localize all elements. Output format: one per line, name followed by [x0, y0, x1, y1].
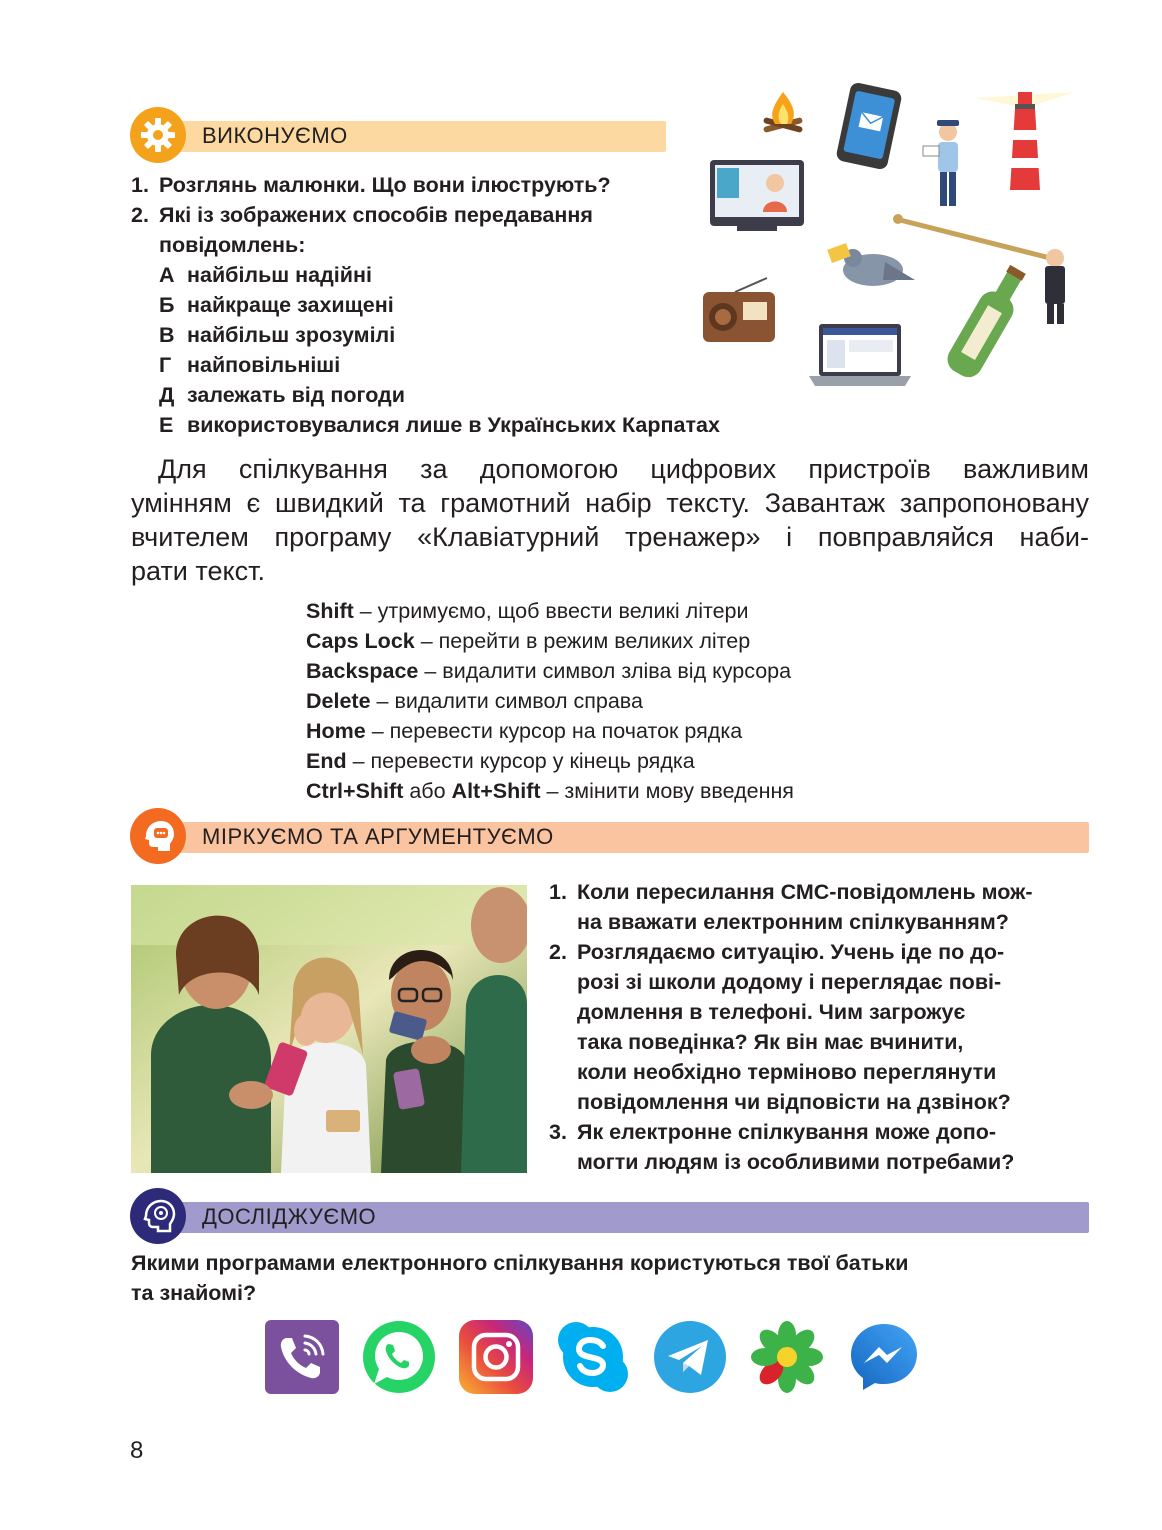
key-connector: або	[403, 779, 452, 803]
question-2-cont: розі зі школи додому і переглядає пові-	[577, 970, 1002, 994]
question-2-cont: така поведінка? Як він має вчинити,	[577, 1030, 964, 1054]
doing-questions	[131, 170, 720, 440]
keyboard-shortcuts-list	[306, 596, 794, 806]
research-question-line: та знайомі?	[131, 1281, 257, 1305]
smartphone-icon	[835, 81, 902, 170]
key-name: Caps Lock	[306, 629, 415, 653]
question-text: Учень іде по до-	[824, 940, 1005, 964]
key-description: – видалити символ зліва від курсора	[418, 659, 792, 683]
video-call-monitor-icon	[710, 160, 804, 231]
icq-flower-icon	[750, 1320, 824, 1394]
option-letter: Е	[159, 413, 174, 437]
section-header-reasoning	[130, 808, 1090, 864]
paragraph-line: вчителем програму «Клавіатурний тренажер» і повправляйся наби-	[131, 522, 1089, 552]
option-letter: Д	[159, 383, 175, 407]
kids-with-phones-photo	[131, 885, 527, 1173]
radio-icon	[703, 278, 775, 342]
shortcut-row	[306, 656, 794, 686]
paragraph-line: умінням є швидкий та грамотний набір тексту. Завантаж запропоновану	[131, 488, 1089, 518]
option-h	[131, 350, 720, 380]
option-v	[131, 320, 720, 350]
key-description: – утримуємо, щоб ввести великі літери	[353, 599, 749, 623]
question-2	[131, 200, 720, 230]
research-question-line: Якими програмами електронного спілкування користуються твої батьки	[131, 1251, 909, 1275]
shortcut-row	[306, 686, 794, 716]
question-text: Як електронне спілкування може допо-	[577, 1120, 997, 1144]
question-2-cont: повідомлення чи відповісти на дзвінок?	[577, 1090, 1011, 1114]
key-name: Alt+Shift	[451, 779, 541, 803]
question-number: 2.	[131, 203, 149, 227]
question-number: 1.	[131, 173, 149, 197]
laptop-icon	[809, 324, 911, 386]
option-letter: Г	[159, 353, 172, 377]
communication-illustration	[695, 80, 1095, 390]
typing-paragraph	[131, 452, 1089, 588]
key-name: End	[306, 749, 347, 773]
question-text: Коли пересилання СМС-повідомлень мож-	[577, 880, 1033, 904]
option-text: використовувалися лише в Українських Карпатах	[187, 413, 720, 437]
key-description: – перевести курсор у кінець рядка	[346, 749, 695, 773]
key-name: Delete	[306, 689, 371, 713]
question-1	[131, 170, 720, 200]
section-title: ДОСЛІДЖУЄМО	[202, 1204, 377, 1229]
option-text: найкраще захищені	[187, 293, 394, 317]
option-text: найбільш надійні	[187, 263, 372, 287]
shortcut-row	[306, 626, 794, 656]
shortcut-row	[306, 746, 794, 776]
key-description: – видалити символ справа	[370, 689, 643, 713]
reasoning-questions	[549, 877, 1033, 1177]
question-1	[549, 877, 1033, 907]
question-text: Розглянь малюнки. Що вони ілюструють?	[159, 173, 611, 197]
option-b	[131, 290, 720, 320]
option-text: залежать від погоди	[187, 383, 405, 407]
question-emphasis: Розглядаємо ситуацію.	[577, 940, 825, 964]
postman-icon	[923, 120, 959, 206]
question-3	[549, 1117, 1033, 1147]
message-bottle-icon	[942, 260, 1033, 382]
key-description: – перейти в режим великих літер	[414, 629, 751, 653]
section-header-research	[130, 1188, 1090, 1244]
messenger-icon	[847, 1320, 921, 1394]
option-letter: В	[159, 323, 175, 347]
question-number: 1.	[549, 880, 567, 904]
brain-head-icon	[130, 1188, 186, 1244]
campfire-icon	[763, 92, 803, 133]
key-name: Home	[306, 719, 366, 743]
key-name: Ctrl+Shift	[306, 779, 404, 803]
shortcut-row	[306, 716, 794, 746]
option-letter: Б	[159, 293, 175, 317]
skype-icon	[556, 1320, 630, 1394]
whatsapp-icon	[362, 1320, 436, 1394]
shortcut-row	[306, 776, 794, 806]
viber-icon	[265, 1320, 339, 1394]
question-1-cont: на вважати електронним спілкуванням?	[577, 910, 1009, 934]
key-name: Shift	[306, 599, 354, 623]
question-text: Які із зображених способів передавання	[159, 203, 593, 227]
key-description: – змінити мову введення	[540, 779, 794, 803]
lighthouse-icon	[975, 92, 1075, 190]
question-2-cont: коли необхідно терміново переглянути	[577, 1060, 997, 1084]
question-2	[549, 937, 1033, 967]
research-question	[131, 1248, 908, 1308]
section-title: ВИКОНУЄМО	[202, 123, 348, 148]
option-text: найповільніші	[187, 353, 341, 377]
thinking-head-icon	[130, 808, 186, 864]
question-2-cont: повідомлень:	[159, 233, 306, 257]
section-title: МІРКУЄМО ТА АРГУМЕНТУЄМО	[202, 824, 554, 849]
question-number: 2.	[549, 940, 567, 964]
option-d	[131, 380, 720, 410]
instagram-icon	[459, 1320, 533, 1394]
question-number: 3.	[549, 1120, 567, 1144]
carrier-pigeon-icon	[827, 243, 915, 286]
gear-icon	[130, 107, 186, 163]
page-number: 8	[130, 1437, 144, 1464]
question-3-cont: могти людям із особливими потребами?	[577, 1150, 1015, 1174]
shortcut-row	[306, 596, 794, 626]
option-letter: А	[159, 263, 175, 287]
option-e	[131, 410, 720, 440]
section-header-doing	[130, 107, 666, 163]
key-description: – перевести курсор на початок рядка	[365, 719, 743, 743]
paragraph-line: рати текст.	[131, 556, 265, 586]
key-name: Backspace	[306, 659, 419, 683]
option-a	[131, 260, 720, 290]
option-text: найбільш зрозумілі	[187, 323, 396, 347]
paragraph-line: Для спілкування за допомогою цифрових пристроїв важливим	[158, 454, 1089, 484]
question-2-cont: домлення в телефоні. Чим загрожує	[577, 1000, 966, 1024]
telegram-icon	[653, 1320, 727, 1394]
